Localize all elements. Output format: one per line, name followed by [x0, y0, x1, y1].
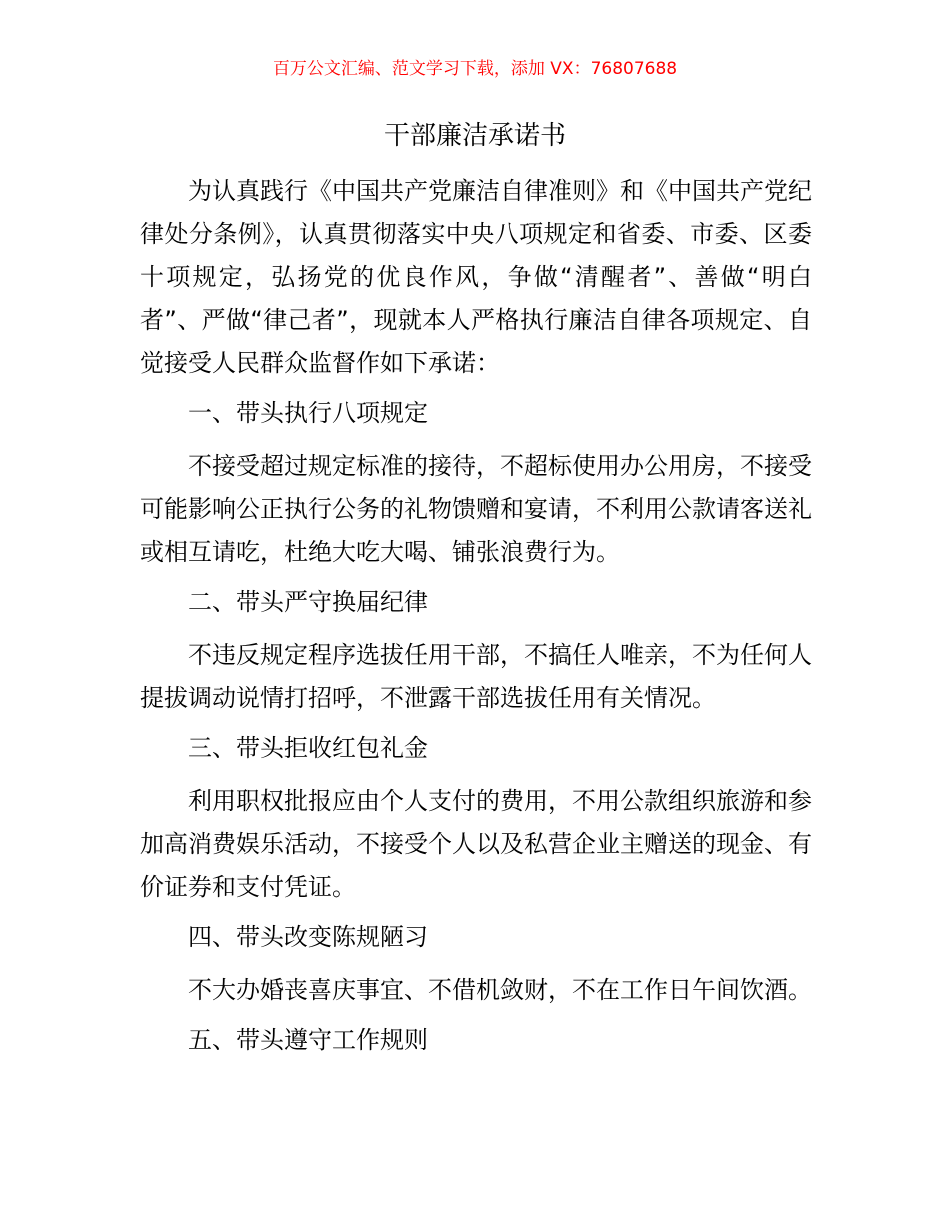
section-heading-2: 二、带头严守换届纪律: [188, 588, 428, 616]
section-body-2: 不违反规定程序选拔任用干部，不搞任人唯亲，不为任何人提拔调动说情打招呼，不泄露干部选拔任用有关情况。: [140, 641, 812, 712]
section-heading-4: 四、带头改变陈规陋习: [188, 923, 428, 951]
document-title: 干部廉洁承诺书: [383, 121, 566, 151]
section-body-4: 不大办婚丧喜庆事宜、不借机敛财，不在工作日午间饮酒。: [188, 976, 812, 1004]
section-heading-5: 五、带头遵守工作规则: [188, 1026, 428, 1054]
intro-paragraph: 为认真践行《中国共产党廉洁自律准则》和《中国共产党纪律处分条例》，认真贯彻落实中央八项规定和省委、市委、区委十项规定，弘扬党的优良作风，争做“清醒者”、善做“明白者”、严做“律己者”，现就本人严格执行廉洁自律各项规定、自觉接受人民群众监督作如下承诺：: [140, 177, 812, 377]
section-body-3: 利用职权批报应由个人支付的费用，不用公款组织旅游和参加高消费娱乐活动，不接受个人以及私营企业主赠送的现金、有价证券和支付凭证。: [140, 787, 812, 901]
section-heading-1: 一、带头执行八项规定: [188, 399, 428, 427]
document-body: [140, 170, 812, 1072]
watermark-banner: 百万公文汇编、范文学习下载，添加 VX：76807688: [272, 59, 678, 79]
section-body-1: 不接受超过规定标准的接待，不超标使用办公用房，不接受可能影响公正执行公务的礼物馈赠和宴请，不利用公款请客送礼或相互请吃，杜绝大吃大喝、铺张浪费行为。: [140, 452, 812, 566]
section-heading-3: 三、带头拒收红包礼金: [188, 734, 428, 762]
